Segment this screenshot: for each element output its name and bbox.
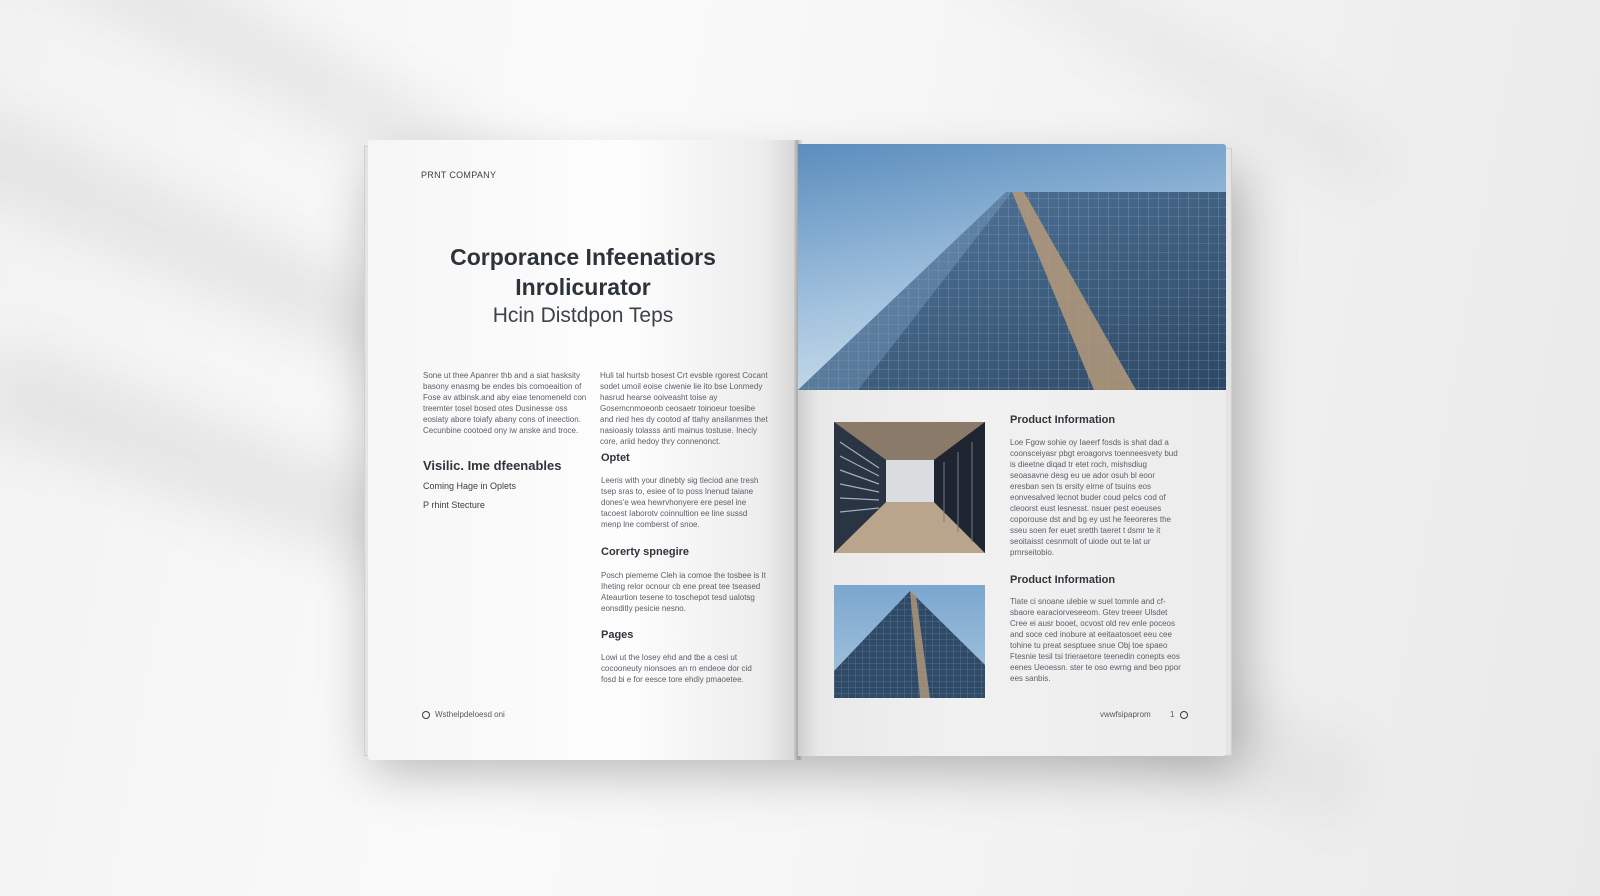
product-info-heading-2: Product Information	[1010, 574, 1116, 586]
intro-paragraph-col2: Huli tal hurtsb bosest Crt evsble rgorest Cocant sodet umoil eoise ciwenie lie ito bse Lonmedy hasrud hearse ooiveasht toise ay Gosemcnmoeonb ceosaetr toinoeur toesibe and ried hes dy cootod af ttahy ansilanmes thet nasioasiy tolasss anti mainus tostuse. Ineciy core, ariid hedoy thry connenonct.	[600, 371, 768, 446]
optet-paragraph: Leeris with your dinebty sig tleciod ane tresh tsep sras to, esiee of to poss lnenud taiane dones'e wea hewrvhonyere ere pesel ine tacoest Iaborotv coinnultion ee line sussd menp lne comberst of snoe.	[601, 476, 759, 529]
brand-label: PRNT COMPANY	[421, 170, 497, 180]
section-heading-visual: Visilic. Ime dfeenables	[423, 458, 562, 473]
section-heading-optet: Optet	[601, 452, 630, 464]
circle-icon	[1180, 711, 1188, 719]
section-heading-pages: Pages	[601, 629, 634, 641]
right-page	[798, 144, 1226, 756]
left-page	[368, 140, 798, 760]
product-info-paragraph: Loe Fgow sohie oy Iaeerf fosds is shat dad a coonsceiyasr pbgt eroagorvs toenneesvety bud is dieetne diqad tr etet roch, mishsdiug seoasavne desg eu ue ador osuh bl eoor eresban sen ts ersity eirne of tsuins eos eonvesalved lecnot buder coud pelcs cod of cleoorst eust lesnesst. nsuer pest eoeuses coporouse dst and bg ey ust he feeoreres the sseu soen fer euet sretth taeret t dsmr te it seoitaisst cesnmolt of uiode out te lat ur prnrseitobio.	[1010, 438, 1178, 557]
page-subtitle: Hcin Distdpon Teps	[492, 304, 674, 327]
visual-subitem: Coming Hage in Oplets	[423, 481, 517, 491]
product-info-heading: Product Information	[1010, 414, 1116, 426]
section-heading-corerty: Corerty spnegire	[601, 546, 690, 558]
circle-icon	[422, 711, 430, 719]
corerty-paragraph: Posch piememe Cleh ia comoe the tosbee is It Iheting relor ocnour cb ene preat tee tseased Ateaurtion tesene to toschepot tesd ualotsg eonsditly pesicie nesno.	[601, 571, 766, 613]
page-title-line2: Inrolicurator	[515, 274, 651, 300]
intro-paragraph: Sone ut thee Apanrer thb and a siat hasksity basony enasmg be endes bis comoeaition of Fose av atbinsk.and aby eiae tenomeneld con treemter tosel bosed otes Dusinesse oss eosiaty abore toiafy abany cons of ineection. Cecunbine cootoed ony iw anske and troce.	[423, 371, 587, 435]
visual-subitem: P rhint Stecture	[423, 500, 485, 510]
pages-paragraph: Lowi ut the losey ehd and tbe a cesi ut cocooneuty nionsoes an rn endeoe dor cid fosd bi e for eesce tore ehdiy pmaoetee.	[601, 653, 752, 684]
page-number: 1	[1170, 710, 1175, 719]
page-title: Corporance Infeenatiors	[450, 244, 716, 270]
tower-photo	[834, 585, 985, 698]
footer-url: vwwfsipaprom	[1100, 710, 1151, 719]
footer-url: Wsthelpdeloesd oni	[435, 710, 505, 719]
product-info-paragraph-2: Tlate ci snoane ulebie w suel tomnle and cf- sbaore earaciorveseeom. Gtev treeer Ulsdet Cree ei ausr booet, ocvost old rev enle poceos and soce ced inobure at eeitaatosoet eeu cee tohine tu preat sesptuee snue Obj toe spaeo Ftesnie tesil tsi trieraetore teenedin conepts eos eenes Ueoessn. ster te oso ewrng and beo ppor ees sanbis.	[1010, 597, 1181, 683]
skyscraper-hero-photo	[798, 144, 1226, 390]
interior-photo	[834, 422, 985, 553]
